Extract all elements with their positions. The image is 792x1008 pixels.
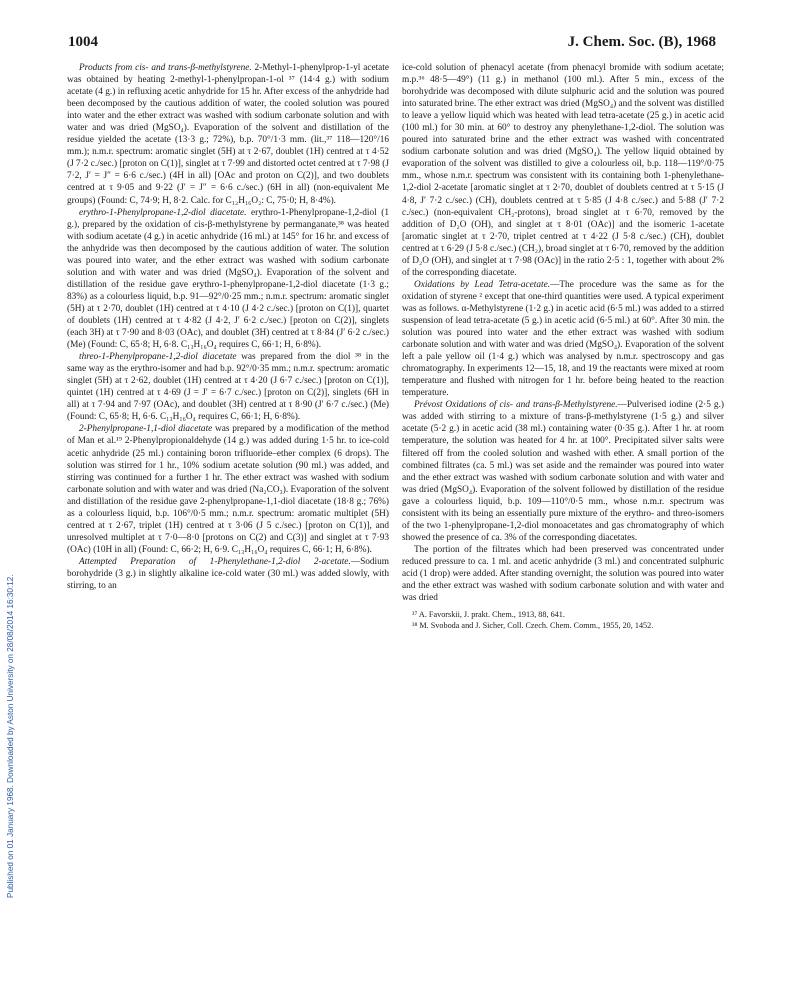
paragraph bbox=[67, 351, 389, 423]
paragraph bbox=[67, 207, 389, 352]
paragraph bbox=[67, 423, 389, 556]
paragraph bbox=[402, 62, 724, 279]
paragraph-text: was prepared by a modification of the method of Man et al.¹⁹ 2-Phenylpropionaldehyde (14 g.) was added during 1·5 hr. to ice-cold acetic anhydride (25 ml.) containing boron trifluoride–ether complex (6 drops). The solution was stirred for 1 hr., 10% sodium acetate solution (90 ml.) was added, and stirring was continued for a further 1 hr. The ether extract was washed with sodium carbonate solution and with water and was dried (Na₂CO₃). Evaporation of the solvent and distillation of the residue gave 2-phenylpropane-1,1-diol diacetate (18·8 g.; 76%) as a colourless liquid, b.p. 106°/0·5 mm.; n.m.r. spectrum: aromatic multiplet (5H) centred at τ 2·67, triplet (1H) centred at τ 3·06 (J 5 c./sec.) [proton on C(1)], and unresolved multiplet at τ 7·0—8·0 [protons on C(2) and C(3)] and singlet at τ 7·93 (OAc) (10H in all) (Found: C, 66·2; H, 6·9. C₁₃H₁₆O₄ requires C, 66·1; H, 6·8%). bbox=[67, 424, 389, 555]
right-column bbox=[402, 62, 724, 631]
section-heading: threo-1-Phenylpropane-1,2-diol diacetate bbox=[79, 352, 237, 363]
paragraph bbox=[67, 62, 389, 207]
paragraph-text: —Sodium borohydride (3 g.) in slightly alkaline ice-cold water (30 ml.) was added slowly, with stirring, to an bbox=[67, 556, 389, 592]
paragraph-text: The portion of the filtrates which had been preserved was concentrated under reduced pressure to ca. 1 ml. and acetic anhydride (3 ml.) and concentrated sulphuric acid (1 drop) were added. After standing overnight, the solution was poured into water and the ether extract was washed with sodium carbonate solution and with water and was dried bbox=[402, 544, 724, 604]
section-heading: Oxidations by Lead Tetra-acetate. bbox=[414, 279, 551, 290]
page-number: 1004 bbox=[68, 34, 98, 50]
section-heading: erythro-1-Phenylpropane-1,2-diol diacetate. bbox=[79, 207, 247, 218]
journal-title: J. Chem. Soc. (B), 1968 bbox=[567, 34, 716, 50]
section-heading: Products from cis- and trans-β-methylstyrene. bbox=[79, 63, 252, 73]
section-heading: Attempted Preparation of 1-Phenylethane-1,2-diol 2-acetate. bbox=[79, 556, 351, 567]
paragraph bbox=[402, 544, 724, 604]
footnotes bbox=[402, 610, 724, 631]
paragraph bbox=[402, 399, 724, 544]
section-heading: Prévost Oxidations of cis- and trans-β-Methylstyrene. bbox=[414, 400, 618, 411]
download-sidenote bbox=[6, 118, 16, 898]
paragraph-text: 2-Methyl-1-phenylprop-1-yl acetate was obtained by heating 2-methyl-1-phenylpropan-1-ol ³⁷ (14·4 g.) with sodium acetate (4 g.) in refluxing acetic anhydride for 15 hr. After excess of the anhydride had been decomposed by the cautious addition of water, the cooled solution was poured into water and the ether extract was washed with sodium carbonate solution and with water and was dried (MgSO₄). Evaporation of the solvent and distillation of the residue yielded the acetate (13·3 g.; 72%), b.p. 70°/1·3 mm. (lit.,³⁷ 118—120°/16 mm.); n.m.r. spectrum: aromatic singlet (5H) at τ 2·67, doublet (1H) centred at τ 4·52 (J 7·2 c./sec.) [proton on C(1)], singlet at τ 7·99 and distorted octet centred at τ 7·98 (J 7·2, J′ = J″ = 6·6 c./sec.) (4H in all) [OAc and proton on C(2)], and two doublets centred at τ 9·05 and 9·22 (J′ = J″ = 6·6 c./sec.) (6H in all) (non-equivalent Me groups) (Found: C, 74·9; H, 8·2. Calc. for C₁₂H₁₆O₂: C, 75·0; H, 8·4%). bbox=[67, 63, 390, 206]
section-heading: 2-Phenylpropane-1,1-diol diacetate bbox=[79, 424, 213, 435]
sidenote-text: Published on 01 January 1968. Downloaded by Aston University on 28/08/2014 16:30:12. bbox=[6, 574, 15, 898]
footnote: ³⁸ M. Svoboda and J. Sicher, Coll. Czech. Chem. Comm., 1955, 20, 1452. bbox=[412, 620, 654, 630]
paragraph bbox=[402, 279, 724, 399]
paragraph bbox=[67, 556, 389, 592]
footnote: ³⁷ A. Favorskii, J. prakt. Chem., 1913, 88, 641. bbox=[412, 610, 565, 620]
paragraph-text: —The procedure was the same as for the oxidation of styrene ² except that one-third quantities were used. A typical experiment was as follows. α-Methylstyrene (1·2 g.) in acetic acid (6·5 ml.) was added to a stirred suspension of lead tetra-acetate (5 g.) in acetic acid (6·5 ml.) at 60°. After 30 min. the solution was poured into water and the ether extract was washed with sodium carbonate solution and with water and was dried (MgSO₄). Evaporation of the solvent left a pale yellow oil (1·4 g.) which was analysed by n.m.r. spectroscopy and gas chromatography. In experiments 12—15, 18, and 19 the reactants were mixed at room temperature and flushed with nitrogen for 1 hr. before being heated to the reaction temperature. bbox=[402, 279, 724, 399]
left-column bbox=[67, 62, 389, 592]
paragraph-text: erythro-1-Phenylpropane-1,2-diol (1 g.), prepared by the oxidation of cis-β-methylstyrene by permanganate,³⁸ was heated with sodium acetate (4 g.) in acetic anhydride (16 ml.) at 145° for 16 hr. and excess of the anhydride was then decomposed by the cautious addition of water. The solution was poured into water, and the ether extract was washed with sodium carbonate solution and with water and was dried (MgSO₄). Evaporation of the solvent and distillation of the residue gave erythro-1-phenylpropane-1,2-diol diacetate (1·3 g.; 83%) as a colourless liquid, b.p. 91—92°/0·25 mm.; n.m.r. spectrum: aromatic singlet (5H) at τ 2·70, doublet (1H) centred at τ 4·10 (J 4·2 c./sec.) [proton on C(1)], quartet of doublets (1H) centred at τ 4·82 (J 4·2, J′ 6·2 c./sec.) [proton on C(2)], singlets (each 3H) at τ 7·90 and 8·03 (OAc), and doublet (3H) centred at τ 8·84 (J′ 6·2 c./sec.) (Me) (Found: C, 65·8; H, 6·8. C₁₃H₁₆O₄ requires C, 66·1; H, 6·8%). bbox=[67, 207, 389, 351]
paragraph-text: ice-cold solution of phenacyl acetate (from phenacyl bromide with sodium acetate; m.p.³⁶ 48·5—49°) (11 g.) in methanol (100 ml.). After 5 min., excess of the borohydride was decomposed with dilute sulphuric acid and the solution was poured into saturated brine. The ether extract was dried (MgSO₄) and the solvent was distilled to leave a yellow liquid which was heated with lead tetra-acetate (25 g.) in acetic acid (100 ml.) for 30 min. at 60° to destroy any phenylethane-1,2-diol. The solution was poured into saturated brine and the ether extract was washed with concentrated sodium carbonate solution and was dried (MgSO₄). The yellow liquid obtained by evaporation of the solvent was distilled to give a colourless oil, b.p. 118—119°/0·75 mm., whose n.m.r. spectrum was consistent with its containing both 1-phenylethane-1,2-diol 2-acetate [aromatic singlet at τ 2·70, doublet of doublets centred at τ 5·15 (J 4·8, J′ 7·2 c./sec.) (CH), doublets centred at τ 5·85 (J 4·8 c./sec.) and 5·88 (J′ 7·2 c./sec.) (non-equivalent CH₂-protons), broad singlet at τ 6·70, removed by the addition of D₂O (OH), and singlet at τ 8·01 (OAc)] and the isomeric 1-acetate [aromatic singlet at τ 2·70, triplet centred at τ 4·22 (J 5·8 c./sec.) (CH), doublet centred at τ 6·29 (J 5·8 c./sec.) (CH₂), broad singlet at τ 6·70, removed by the addition of D₂O (OH), and singlet at τ 7·98 (OAc)] in the ratio 2·5 : 1, together with about 2% of the corresponding diacetate. bbox=[402, 63, 724, 278]
paragraph-text: —Pulverised iodine (2·5 g.) was added with stirring to a mixture of trans-β-methylstyrene (1·5 g.) and silver acetate (5·2 g.) in acetic acid (38 ml.) containing water (0·35 g.). After 1 hr. at room temperature, the solution was heated for 4 hr. at 100°. Precipitated silver salts were filtered off from the cooled solution and washed with ether. A small portion of the combined filtrates (ca. 5 ml.) was set aside and the remainder was poured into water and the ether extract was washed with sodium carbonate solution and with water and was dried (MgSO₄). Evaporation of the solvent followed by distillation of the residue gave a colourless liquid, b.p. 109—110°/0·5 mm., whose n.m.r. spectrum was consistent with its being an essentially pure mixture of the erythro- and threo-isomers of the two 1-phenylpropane-1,2-diol monoacetates and gas chromatography of which showed the presence of ca. 3% of the corresponding diacetates. bbox=[402, 400, 724, 543]
paragraph-text: was prepared from the diol ³⁸ in the same way as the erythro-isomer and had b.p. 92°/0·35 mm.; n.m.r. spectrum: aromatic singlet (5H) at τ 2·62, doublet (1H) centred at τ 4·20 (J 6·7 c./sec.) [proton on C(1)], quintet (1H) centred at τ 4·69 (J = J′ = 6·7 c./sec.) [proton on C(2)], singlets (6H in all) at τ 7·94 and 7·97 (OAc), and doublet (3H) centred at τ 8·90 (J′ 6·7 c./sec.) (Me) (Found: C, 65·8; H, 6·6. C₁₃H₁₆O₄ requires C, 66·1; H, 6·8%). bbox=[67, 352, 389, 423]
